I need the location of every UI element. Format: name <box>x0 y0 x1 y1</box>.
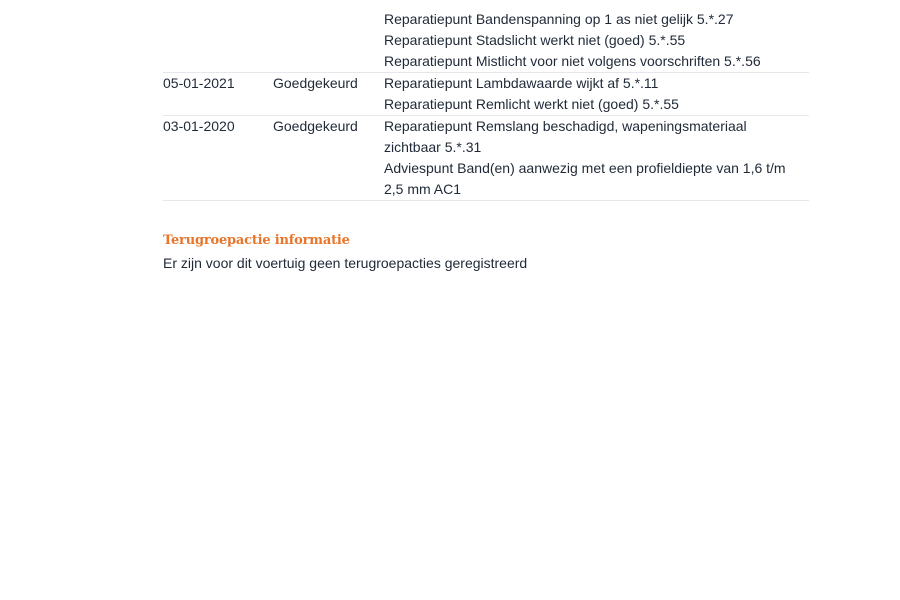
inspection-result: Goedgekeurd <box>273 75 358 91</box>
inspection-result <box>273 0 384 72</box>
inspection-result: Goedgekeurd <box>273 118 358 134</box>
inspection-points <box>384 0 809 72</box>
inspection-date <box>163 0 273 72</box>
inspection-point: Reparatiepunt Remslang beschadigd, wapeningsmateriaal zichtbaar 5.*.31 <box>384 118 747 155</box>
inspection-point: Reparatiepunt Remlicht werkt niet (goed) 5.*.55 <box>384 96 679 112</box>
inspection-point: Reparatiepunt Mistlicht voor niet volgens voorschriften 5.*.56 <box>384 53 761 69</box>
inspection-points <box>384 116 809 200</box>
recall-section-title: Terugroepactie informatie <box>163 233 350 248</box>
inspection-history-table <box>163 0 809 201</box>
inspection-point: Reparatiepunt Stadslicht werkt niet (goed) 5.*.55 <box>384 32 686 48</box>
table-row <box>163 0 809 73</box>
table-row <box>163 116 809 201</box>
inspection-date: 05-01-2021 <box>163 75 235 91</box>
recall-section-text: Er zijn voor dit voertuig geen terugroepacties geregistreerd <box>163 255 528 271</box>
inspection-point: Reparatiepunt Lambdawaarde wijkt af 5.*.11 <box>384 75 659 91</box>
table-row <box>163 73 809 116</box>
inspection-points <box>384 73 809 115</box>
inspection-date: 03-01-2020 <box>163 118 235 134</box>
inspection-point: Reparatiepunt Bandenspanning op 1 as niet gelijk 5.*.27 <box>384 11 734 27</box>
inspection-point: Adviespunt Band(en) aanwezig met een profieldiepte van 1,6 t/m 2,5 mm AC1 <box>384 160 786 197</box>
